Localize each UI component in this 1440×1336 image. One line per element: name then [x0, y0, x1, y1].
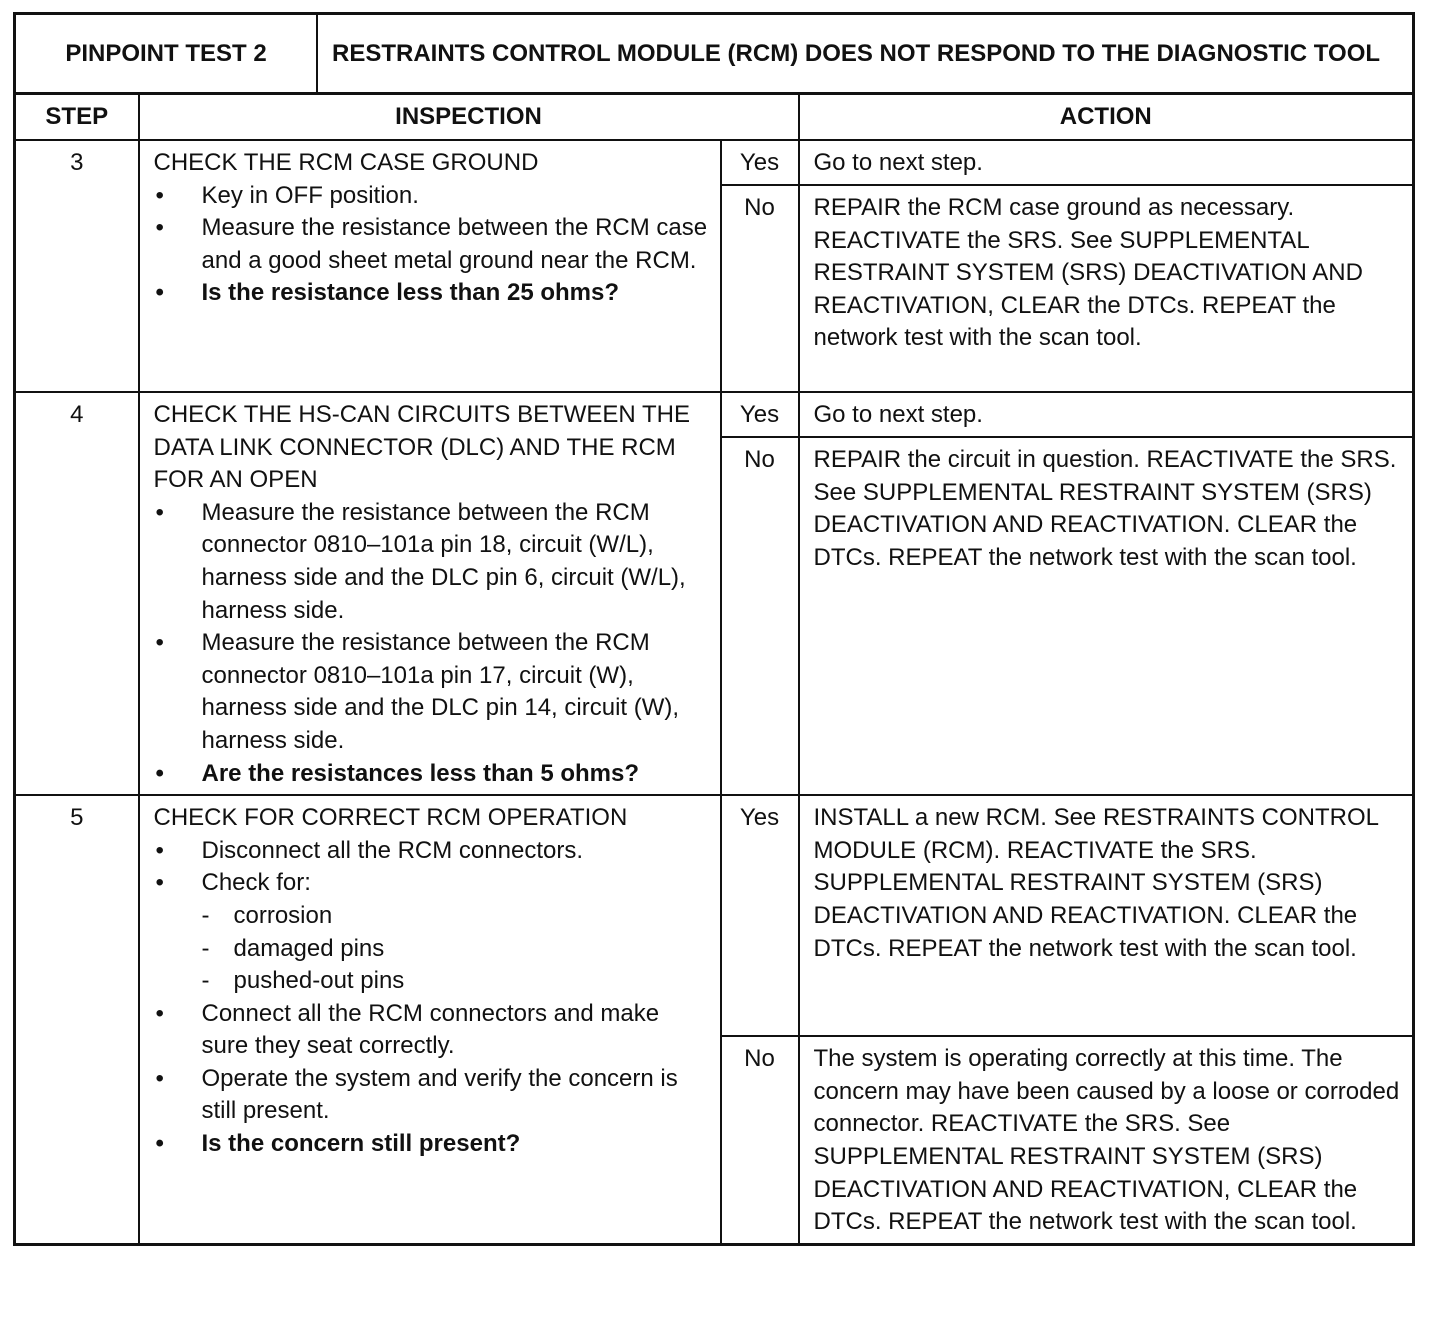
- column-header-action: ACTION: [799, 94, 1414, 141]
- inspection-question: • Is the resistance less than 25 ohms?: [154, 277, 712, 310]
- result-yes: Yes: [721, 140, 799, 185]
- column-header-row: [15, 94, 1414, 141]
- inspection-item-text: Check for:: [201, 869, 311, 897]
- result-yes: Yes: [721, 795, 799, 1036]
- inspection-list: [154, 180, 712, 310]
- action-no: The system is operating correctly at this time. The concern may have been caused by a loose or corroded connector. REACTIVATE the SRS. See SUPPLEMENTAL RESTRAINT SYSTEM (SRS) DEACTIVATION AND REACTIVATION, CLEAR the DTCs. REPEAT the network test with the scan tool.: [799, 1036, 1414, 1244]
- step-title: CHECK THE HS-CAN CIRCUITS BETWEEN THE DATA LINK CONNECTOR (DLC) AND THE RCM FOR AN OPEN: [153, 401, 690, 494]
- inspection-cell: [139, 140, 721, 392]
- test-title: RESTRAINTS CONTROL MODULE (RCM) DOES NOT RESPOND TO THE DIAGNOSTIC TOOL: [332, 39, 1381, 67]
- step-row: [15, 140, 1414, 185]
- action-yes: Go to next step.: [799, 140, 1414, 185]
- check-subitem: - damaged pins: [202, 933, 712, 966]
- check-sublist: [202, 900, 712, 998]
- inspection-item: • Key in OFF position.: [154, 180, 712, 213]
- check-subitem: - pushed-out pins: [202, 965, 712, 998]
- test-label: PINPOINT TEST 2: [16, 15, 318, 92]
- action-yes: Go to next step.: [799, 392, 1414, 437]
- result-no: No: [721, 437, 799, 795]
- test-header: [13, 12, 1415, 92]
- inspection-item: • Measure the resistance between the RCM case and a good sheet metal ground near the RCM.: [154, 212, 712, 277]
- step-row: [15, 795, 1414, 1036]
- column-header-inspection: INSPECTION: [139, 94, 799, 141]
- action-no: REPAIR the RCM case ground as necessary. REACTIVATE the SRS. See SUPPLEMENTAL RESTRAINT SYSTEM (SRS) DEACTIVATION AND REACTIVATION, CLEAR the DTCs. REPEAT the network test with the scan tool.: [799, 185, 1414, 392]
- inspection-item: [154, 867, 712, 997]
- inspection-item: • Operate the system and verify the concern is still present.: [154, 1063, 712, 1128]
- inspection-question: • Is the concern still present?: [154, 1128, 712, 1161]
- action-yes: INSTALL a new RCM. See RESTRAINTS CONTROL MODULE (RCM). REACTIVATE the SRS. SUPPLEMENTAL RESTRAINT SYSTEM (SRS) DEACTIVATION AND REACTIVATION. CLEAR the DTCs. REPEAT the network test with the scan tool.: [799, 795, 1414, 1036]
- result-yes: Yes: [721, 392, 799, 437]
- inspection-question: • Are the resistances less than 5 ohms?: [154, 758, 712, 791]
- step-number: 5: [15, 795, 139, 1244]
- inspection-item: • Measure the resistance between the RCM connector 0810–101a pin 17, circuit (W), harness side and the DLC pin 14, circuit (W), harness side.: [154, 627, 712, 757]
- step-title: CHECK FOR CORRECT RCM OPERATION: [153, 804, 628, 832]
- pinpoint-test-sheet: [13, 12, 1415, 1246]
- inspection-cell: [139, 795, 721, 1244]
- inspection-item: • Measure the resistance between the RCM connector 0810–101a pin 18, circuit (W/L), harness side and the DLC pin 6, circuit (W/L), harness side.: [154, 497, 712, 627]
- inspection-item: • Disconnect all the RCM connectors.: [154, 835, 712, 868]
- result-no: No: [721, 1036, 799, 1244]
- column-header-step: STEP: [15, 94, 139, 141]
- step-row: [15, 392, 1414, 437]
- step-number: 3: [15, 140, 139, 392]
- diagnostic-table: [13, 92, 1415, 1246]
- step-number: 4: [15, 392, 139, 795]
- step-title: CHECK THE RCM CASE GROUND: [153, 149, 539, 176]
- inspection-cell: [139, 392, 721, 795]
- check-subitem: - corrosion: [202, 900, 712, 933]
- action-no: REPAIR the circuit in question. REACTIVATE the SRS. See SUPPLEMENTAL RESTRAINT SYSTEM (SRS) DEACTIVATION AND REACTIVATION. CLEAR the DTCs. REPEAT the network test with the scan tool.: [799, 437, 1414, 795]
- result-no: No: [721, 185, 799, 392]
- inspection-list: [154, 497, 712, 790]
- inspection-list: [154, 835, 712, 1161]
- inspection-item: • Connect all the RCM connectors and make sure they seat correctly.: [154, 998, 712, 1063]
